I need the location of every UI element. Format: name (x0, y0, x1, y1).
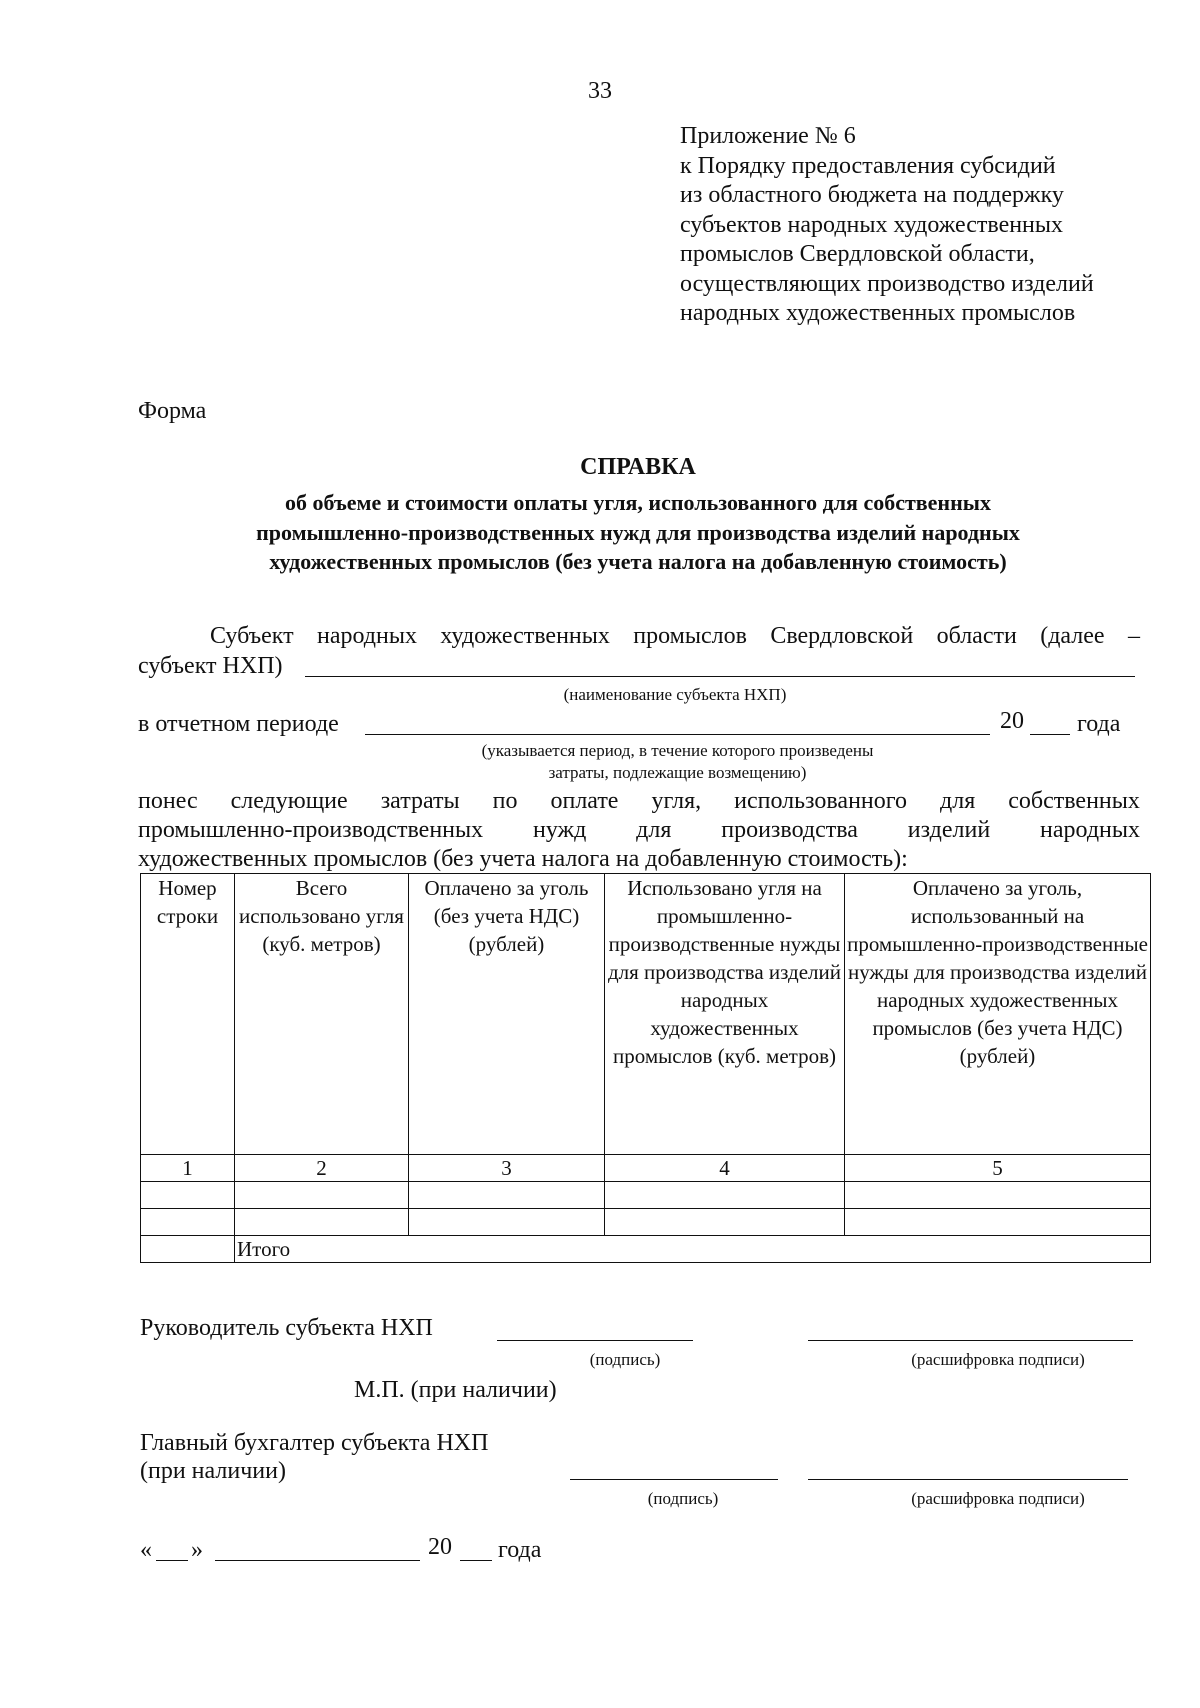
table-row (141, 1209, 1151, 1236)
date-year-suffix: года (498, 1537, 542, 1563)
accountant-decoding-caption: (расшифровка подписи) (911, 1489, 1085, 1508)
accountant-signature-caption: (подпись) (647, 1489, 719, 1508)
column-number: 5 (845, 1155, 1151, 1182)
period-field[interactable] (365, 734, 990, 735)
costs-word: использованного (734, 788, 907, 814)
period-caption-2: затраты, подлежащие возмещению) (548, 763, 807, 782)
date-open-quote: « (140, 1537, 152, 1563)
head-decoding-field[interactable] (808, 1340, 1133, 1341)
period-year-prefix: 20 (1000, 708, 1024, 734)
costs-line-1 (138, 788, 1140, 815)
costs-word: оплате (550, 788, 619, 814)
column-number: 1 (141, 1155, 235, 1182)
table-cell[interactable] (141, 1236, 235, 1263)
document-subtitle (150, 488, 1126, 577)
annex-line: Приложение № 6 (680, 123, 856, 149)
table-header-row (141, 874, 1151, 1155)
table-cell[interactable] (845, 1209, 1151, 1236)
subject-label: субъект НХП) (138, 653, 283, 679)
stamp-label: М.П. (при наличии) (354, 1377, 557, 1403)
header-row-number: Номер строки (141, 874, 235, 1155)
period-caption-1: (указывается период, в течение которого произведены (481, 741, 874, 760)
intro-word: Свердловской (770, 623, 914, 649)
period-year-suffix: года (1077, 711, 1121, 737)
page-number: 33 (588, 78, 612, 104)
annex-line: из областного бюджета на поддержку (680, 182, 1064, 208)
header-used-coal-production: Использовано угля на промышленно-производственные нужды для производства изделий народных художественных промыслов (куб. метров) (605, 874, 845, 1155)
table-row (141, 1182, 1151, 1209)
form-label: Форма (138, 398, 207, 424)
table-total-row (141, 1236, 1151, 1263)
annex-line: субъектов народных художественных (680, 211, 1064, 238)
date-month-field[interactable] (215, 1560, 420, 1561)
head-label: Руководитель субъекта НХП (140, 1315, 433, 1341)
subject-name-field[interactable] (305, 676, 1135, 677)
costs-word: для (940, 788, 976, 814)
date-year-field[interactable] (460, 1560, 492, 1561)
costs-line-3: художественных промыслов (без учета налога на добавленную стоимость): (138, 846, 908, 872)
header-paid-coal: Оплачено за уголь (без учета НДС) (рублей) (409, 874, 605, 1155)
accountant-label: Главный бухгалтер субъекта НХП (140, 1430, 489, 1456)
intro-word: – (1127, 623, 1140, 649)
accountant-signature-field[interactable] (570, 1479, 778, 1480)
costs-word: народных (1040, 817, 1140, 843)
annex-line: осуществляющих производство изделий (680, 270, 1094, 297)
date-day-field[interactable] (156, 1560, 188, 1561)
costs-word: собственных (1008, 788, 1140, 814)
table-cell[interactable] (235, 1182, 409, 1209)
date-close-quote: » (191, 1537, 203, 1563)
date-year-prefix: 20 (428, 1534, 452, 1560)
costs-word: по (492, 788, 518, 814)
table-cell[interactable] (141, 1209, 235, 1236)
intro-word: народных (317, 623, 417, 649)
intro-word: области (936, 623, 1017, 649)
column-number: 2 (235, 1155, 409, 1182)
intro-word: (далее (1040, 623, 1105, 649)
table-cell[interactable] (605, 1209, 845, 1236)
accountant-decoding-field[interactable] (808, 1479, 1128, 1480)
header-paid-coal-production: Оплачено за уголь, использованный на промышленно-производственные нужды для производства изделий народных художественных промыслов (без учета НДС) (рублей) (845, 874, 1151, 1155)
intro-word: промыслов (633, 623, 747, 649)
intro-word: Субъект (210, 623, 294, 649)
document-title: СПРАВКА (580, 454, 696, 480)
total-label: Итого (235, 1236, 1151, 1263)
intro-word: художественных (440, 623, 610, 649)
head-decoding-caption: (расшифровка подписи) (911, 1350, 1085, 1369)
accountant-label-note: (при наличии) (140, 1458, 286, 1484)
column-number: 4 (605, 1155, 845, 1182)
period-year-field[interactable] (1030, 734, 1070, 735)
intro-line-1 (210, 623, 1140, 650)
head-signature-caption: (подпись) (589, 1350, 661, 1369)
table-cell[interactable] (141, 1182, 235, 1209)
subtitle-line: об объеме и стоимости оплаты угля, использованного для собственных (285, 490, 991, 515)
period-label: в отчетном периоде (138, 711, 339, 737)
coal-costs-table (140, 873, 1151, 1263)
costs-word: затраты (380, 788, 460, 814)
column-number: 3 (409, 1155, 605, 1182)
costs-word: изделий (907, 817, 991, 843)
costs-word: нужд (532, 817, 587, 843)
costs-word: угля, (651, 788, 702, 814)
table-cell[interactable] (409, 1182, 605, 1209)
table-cell[interactable] (845, 1182, 1151, 1209)
costs-line-2 (138, 817, 1140, 844)
costs-word: для (636, 817, 672, 843)
table-cell[interactable] (409, 1209, 605, 1236)
annex-line: промыслов Свердловской области, (680, 241, 1035, 267)
costs-word: промышленно-производственных (138, 817, 484, 843)
costs-word: понес (138, 788, 198, 814)
subject-name-caption: (наименование субъекта НХП) (563, 685, 787, 704)
annex-block (680, 122, 1094, 329)
costs-word: производства (721, 817, 858, 843)
head-signature-field[interactable] (497, 1340, 693, 1341)
subtitle-line: художественных промыслов (без учета налога на добавленную стоимость) (269, 549, 1007, 574)
annex-line: к Порядку предоставления субсидий (680, 152, 1056, 179)
table-cell[interactable] (235, 1209, 409, 1236)
table-cell[interactable] (605, 1182, 845, 1209)
header-total-coal: Всего использовано угля (куб. метров) (235, 874, 409, 1155)
annex-line: народных художественных промыслов (680, 300, 1076, 326)
costs-word: следующие (230, 788, 348, 814)
subtitle-line: промышленно-производственных нужд для производства изделий народных (256, 519, 1020, 545)
table-number-row (141, 1155, 1151, 1182)
